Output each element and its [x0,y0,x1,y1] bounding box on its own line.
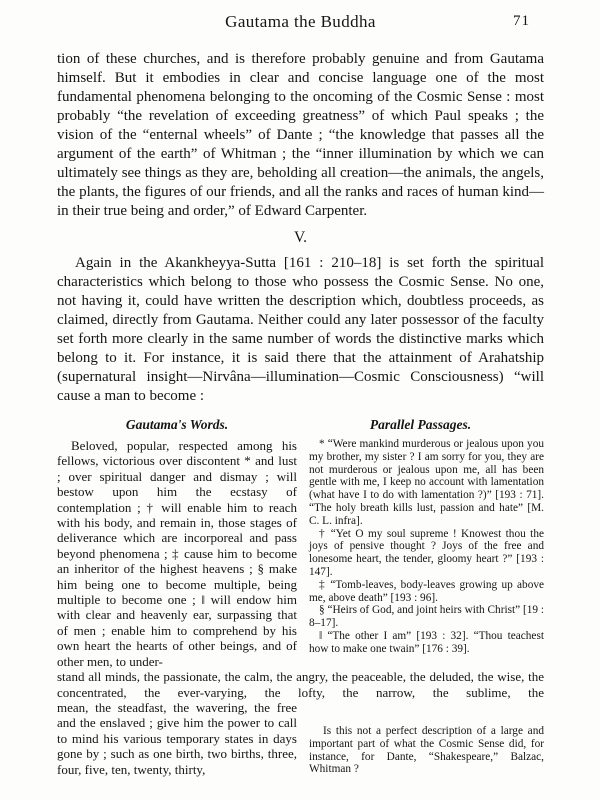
footnote-dagger: † “Yet O my soul supreme ! Knowest thou the joys of pensive thought ? Joys of the free and lonesome heart, the tender, gloomy heart ?” [193 : 147]. [309,527,544,578]
column-headers [57,417,544,433]
two-column-section-bottom [57,700,544,777]
gautamas-words-part1: Beloved, popular, respected among his fellows, victorious over discontent * and lust ; over spiritual danger and dismay ; will bestow upon him the ecstasy of contemplation ; † will enable him to reach with his body, and remain in, those stages of deliverance which are incorporeal and pass beyond phenomena ; ‡ cause him to become an inheritor of the highest heavens ; § make him being one to become multiple, being multiple to become one ; ‖ will endow him with clear and heavenly ear, surpassing that of men ; enable him to comprehend by his own heart the hearts of other beings, and of other men, to under- [57,438,297,669]
page-title: Gautama the Buddha [225,12,376,31]
section-heading: V. [293,229,308,246]
gautamas-words-column [57,438,297,669]
column-header-parallel-passages: Parallel Passages. [369,417,472,432]
two-column-section [57,438,544,669]
footnote-parallel-mark: ‖ “The other I am” [193 : 32]. “Thou teachest how to make one twain” [176 : 39]. [309,629,544,655]
footnote-section-mark: § “Heirs of God, and joint heirs with Christ” [19 : 8–17]. [309,604,544,630]
gautamas-words-part2: mean, the steadfast, the wavering, the free and the enslaved ; give him the power to call to mind his various temporary states in days gone by ; such as one birth, two births, three, four, five, ten, twenty, thirty, [57,699,297,777]
commentary-column [309,700,544,776]
paragraph-continuation: tion of these churches, and is therefore probably genuine and from Gautama himself. But it embodies in clear and concise language one of the most fundamental phenomena belonging to the oncoming of the Cosmic Sense : most probably “the revelation of exceeding greatness” of which Paul speaks ; the vision of the “enternal wheels” of Dante ; “the knowledge that passes all the argument of the earth” of Whitman ; the “inner illumination by which we can ultimately see things as they are, beholding all creation—the animals, the angels, the plants, the figures of our friends, and all the ranks and races of human kind—in their true being and order,” of Edward Carpenter. [57,51,544,219]
running-head [57,12,544,34]
column-header-gautamas-words: Gautama's Words. [125,417,229,432]
gautamas-words-column-continued [57,700,297,777]
page-number: 71 [513,13,530,29]
parallel-passages-column [309,438,544,656]
full-width-text: stand all minds, the passionate, the calm, the angry, the peaceable, the deluded, the wise, the concentrated, the ever-varying, the lofty, the narrow, the sublime, the [57,669,544,700]
footnote-asterisk: * “Were mankind murderous or jealous upon you my brother, my sister ? I am sorry for you, they are not murderous or jealous upon me, all has been gentle with me, I keep no account with lamentation (what have I to do with lamentation ?)” [193 : 71]. “The holy breath kills lust, passion and hate” [M. C. L. infra]. [309,438,544,527]
commentary-note: Is this not a perfect description of a large and important part of what the Cosmic Sense did, for instance, for Dante, “Shakespeare,” Balzac, Whitman ? [309,724,544,776]
paragraph-akankheyya: Again in the Akankheyya-Sutta [161 : 210–18] is set forth the spiritual characteristics which belong to those who possess the Cosmic Sense. No one, not having it, could have written the description which, doubtless proceeds, as claimed, directly from Gautama. Neither could any later possessor of the faculty set forth more clearly in the same number of words the distinctive marks which belong to it. For instance, it is said there that the attainment of Arahatship (supernatural insight—Nirvâna—illumination—Cosmic Consciousness) “will cause a man to become : [57,255,544,404]
page-content [57,50,544,777]
footnote-double-dagger: ‡ “Tomb-leaves, body-leaves growing up above me, above death” [193 : 96]. [309,578,544,604]
